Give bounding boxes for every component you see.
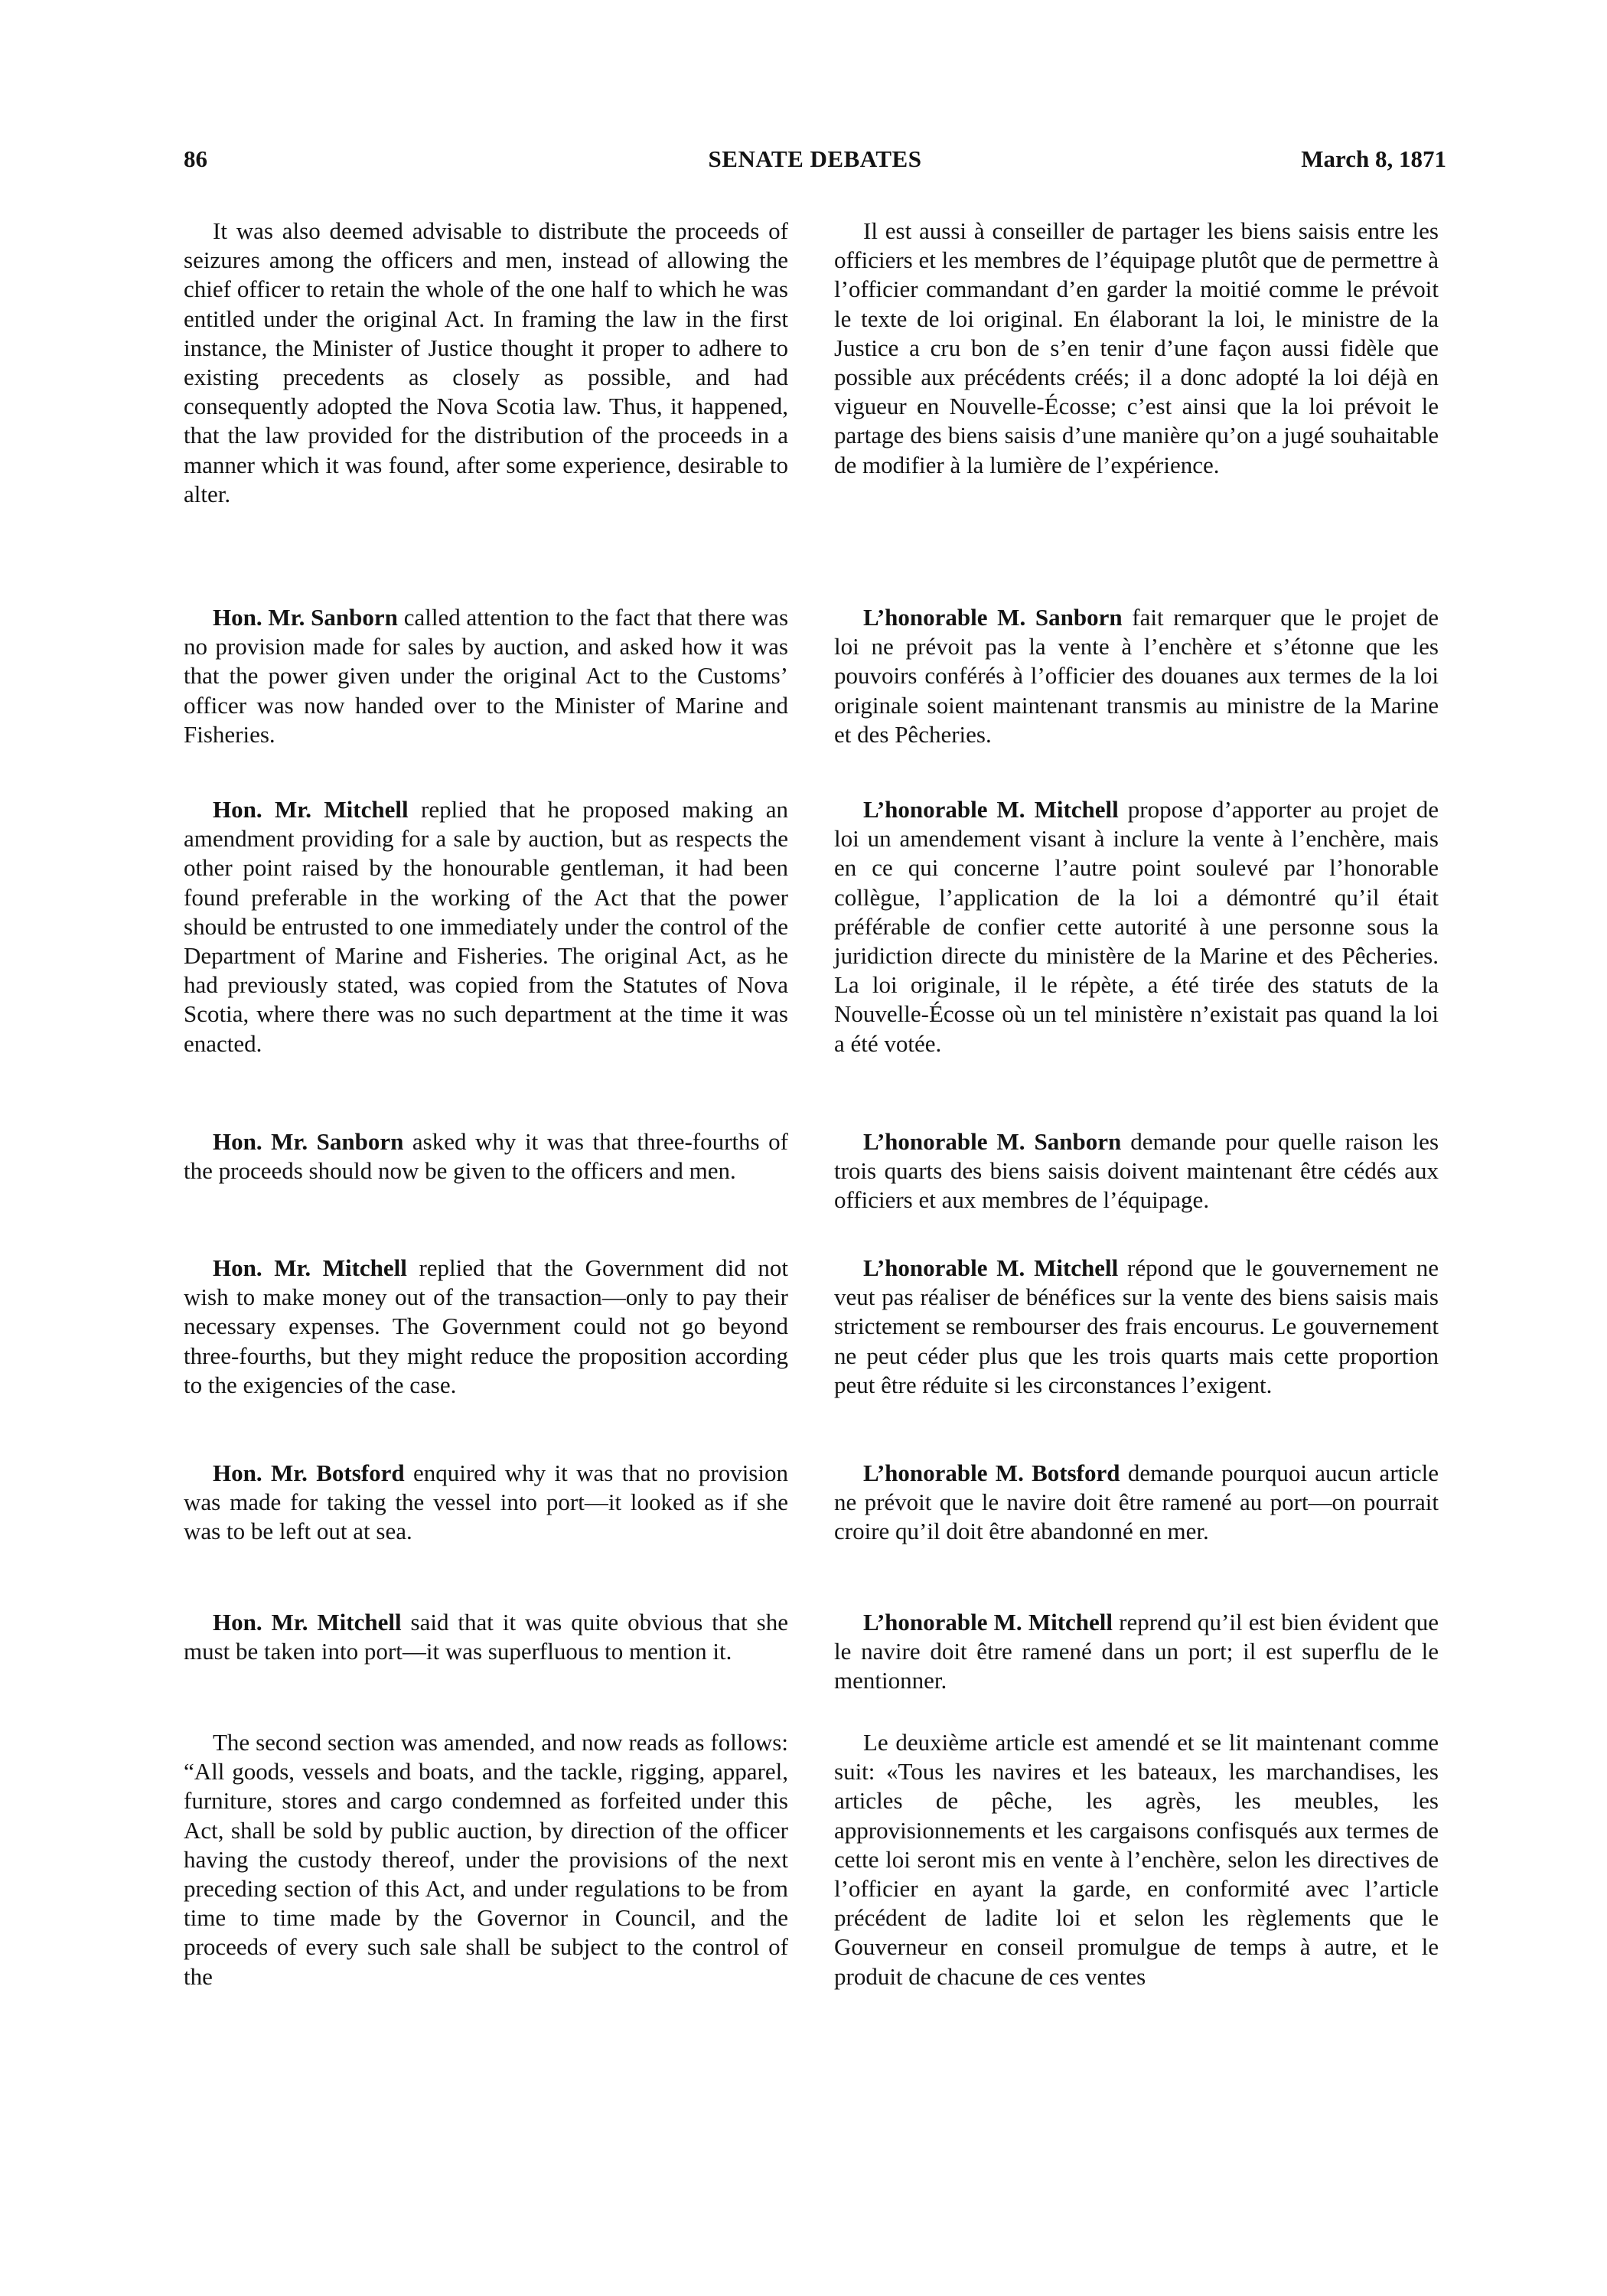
english-paragraph bbox=[184, 1459, 788, 1547]
french-paragraph bbox=[834, 1608, 1439, 1696]
speaker-name: L’honorable M. Sanborn bbox=[863, 1128, 1122, 1155]
french-paragraph bbox=[834, 1459, 1439, 1547]
speaker-name: Hon. Mr. Sanborn bbox=[213, 604, 398, 631]
publication-title: SENATE DEBATES bbox=[708, 145, 922, 172]
speaker-name: Hon. Mr. Mitchell bbox=[213, 1609, 402, 1636]
french-paragraph bbox=[834, 1127, 1439, 1215]
english-paragraph bbox=[184, 795, 788, 1058]
french-paragraph bbox=[834, 603, 1439, 749]
english-paragraph bbox=[184, 1728, 788, 1991]
paragraph-text: called attention to the fact that there was no provision made for sales by auction, and asked how it was that the power given under the original Act to the Customs’ officer was now handed over to the Minister of Marine and Fisheries. bbox=[184, 604, 789, 748]
sitting-date: March 8, 1871 bbox=[1301, 145, 1446, 172]
paragraph-text: demande pourquoi aucun article ne prévoit que le navire doit être ramené au port—on pourrait croire qu’il doit être abandonné en mer. bbox=[834, 1459, 1439, 1545]
speaker-name: L’honorable M. Botsford bbox=[863, 1459, 1120, 1486]
paragraph-text: répond que le gouvernement ne veut pas réaliser de bénéfices sur la vente des biens saisis mais strictement se rembourser des frais encourus. Le gouvernement ne peut céder plus que les trois quarts mais cette proportion peut être réduite si les circonstances l’exigent. bbox=[834, 1254, 1439, 1398]
page-number: 86 bbox=[184, 145, 207, 172]
page-header bbox=[184, 145, 1446, 179]
english-paragraph bbox=[184, 603, 788, 749]
speaker-name: Hon. Mr. Sanborn bbox=[213, 1128, 404, 1155]
paragraph-text: fait remarquer que le projet de loi ne prévoit pas la vente à l’enchère et s’étonne que les pouvoirs conférés à l’officier des douanes aux termes de la loi originale soient maintenant transmis au ministre de la Marine et des Pêcheries. bbox=[834, 604, 1439, 748]
paragraph-text: said that it was quite obvious that she must be taken into port—it was superfluous to mention it. bbox=[184, 1609, 788, 1665]
paragraph-text: It was also deemed advisable to distribute the proceeds of seizures among the officers and men, instead of allowing the chief officer to retain the whole of the one half to which he was entitled under the original Act. In framing the law in the first instance, the Minister of Justice thought it proper to adhere to existing precedents as closely as possible, and had consequently adopted the Nova Scotia law. Thus, it happened, that the law provided for the distribution of the proceeds in a manner which it was found, after some experience, desirable to alter. bbox=[184, 217, 788, 507]
paragraph-text: enquired why it was that no provision was made for taking the vessel into port—it looked as if she was to be left out at sea. bbox=[184, 1459, 788, 1545]
speaker-name: L’honorable M. Mitchell bbox=[863, 796, 1119, 823]
french-paragraph bbox=[834, 1728, 1439, 1991]
speaker-name: Hon. Mr. Botsford bbox=[213, 1459, 405, 1486]
speaker-name: Hon. Mr. Mitchell bbox=[213, 796, 409, 823]
paragraph-text: asked why it was that three-fourths of the proceeds should now be given to the officers and men. bbox=[184, 1128, 788, 1185]
paragraph-text: replied that the Government did not wish to make money out of the transaction—only to pay their necessary expenses. The Government could not go beyond three-fourths, but they might reduce the proposition according to the exigencies of the case. bbox=[184, 1254, 788, 1398]
english-paragraph bbox=[184, 1254, 788, 1400]
english-paragraph bbox=[184, 217, 788, 509]
speaker-name: L’honorable M. Mitchell bbox=[863, 1254, 1119, 1281]
paragraph-text: demande pour quelle raison les trois quarts des biens saisis doivent maintenant être cédés aux officiers et aux membres de l’équipage. bbox=[834, 1128, 1439, 1214]
paragraph-text: propose d’apporter au projet de loi un amendement visant à inclure la vente à l’enchère, mais en ce qui concerne l’autre point soulevé par l’honorable collègue, l’application de la loi a démontré qu’il était préférable de confier cette autorité à une personne sous la juridiction directe du ministère de la Marine et des Pêcheries. La loi originale, il le répète, a été tirée des statuts de la Nouvelle-Écosse où un tel ministère n’existait pas quand la loi a été votée. bbox=[834, 796, 1439, 1057]
french-paragraph bbox=[834, 217, 1439, 480]
paragraph-text: Le deuxième article est amendé et se lit maintenant comme suit: «Tous les navires et les bateaux, les marchandises, les articles de pêche, les agrès, les meubles, les approvisionnements et les cargaisons confisqués aux termes de cette loi seront mis en vente à l’enchère, selon les directives de l’officier en ayant la garde, en conformité avec l’article précédent de ladite loi et selon les règlements que le Gouverneur en conseil promulgue de temps à autre, et le produit de chacune de ces ventes bbox=[834, 1729, 1439, 1990]
speaker-name: L’honorable M. Sanborn bbox=[863, 604, 1123, 631]
paragraph-text: The second section was amended, and now reads as follows: “All goods, vessels and boats, and the tackle, rigging, apparel, furniture, stores and cargo condemned as forfeited under this Act, shall be sold by public auction, by direction of the officer having the custody thereof, under the provisions of the next preceding section of this Act, and under regulations to be from time to time made by the Governor in Council, and the proceeds of every such sale shall be subject to the control of the bbox=[184, 1729, 788, 1990]
english-paragraph bbox=[184, 1127, 788, 1186]
french-paragraph bbox=[834, 1254, 1439, 1400]
speaker-name: Hon. Mr. Mitchell bbox=[213, 1254, 407, 1281]
paragraph-text: Il est aussi à conseiller de partager les biens saisis entre les officiers et les membres de l’équipage plutôt que de permettre à l’officier commandant d’en garder la moitié comme le prévoit le texte de loi original. En élaborant la loi, le ministre de la Justice a cru bon de s’en tenir d’une façon aussi fidèle que possible aux précédents créés; il a donc adopté la loi déjà en vigueur en Nouvelle-Écosse; c’est ainsi que la loi prévoit le partage des biens saisis d’une manière qu’on a jugé souhaitable de modifier à la lumière de l’expérience. bbox=[834, 217, 1439, 478]
french-paragraph bbox=[834, 795, 1439, 1058]
paragraph-text: replied that he proposed making an amendment providing for a sale by auction, but as respects the other point raised by the honourable gentleman, it had been found preferable in the working of the Act that the power should be entrusted to one immediately under the control of the Department of Marine and Fisheries. The original Act, as he had previously stated, was copied from the Statutes of Nova Scotia, where there was no such department at the time it was enacted. bbox=[184, 796, 788, 1057]
speaker-name: L’honorable M. Mitchell bbox=[863, 1609, 1113, 1636]
paragraph-text: reprend qu’il est bien évident que le navire doit être ramené dans un port; il est superflu de le mentionner. bbox=[834, 1609, 1439, 1694]
english-paragraph bbox=[184, 1608, 788, 1666]
